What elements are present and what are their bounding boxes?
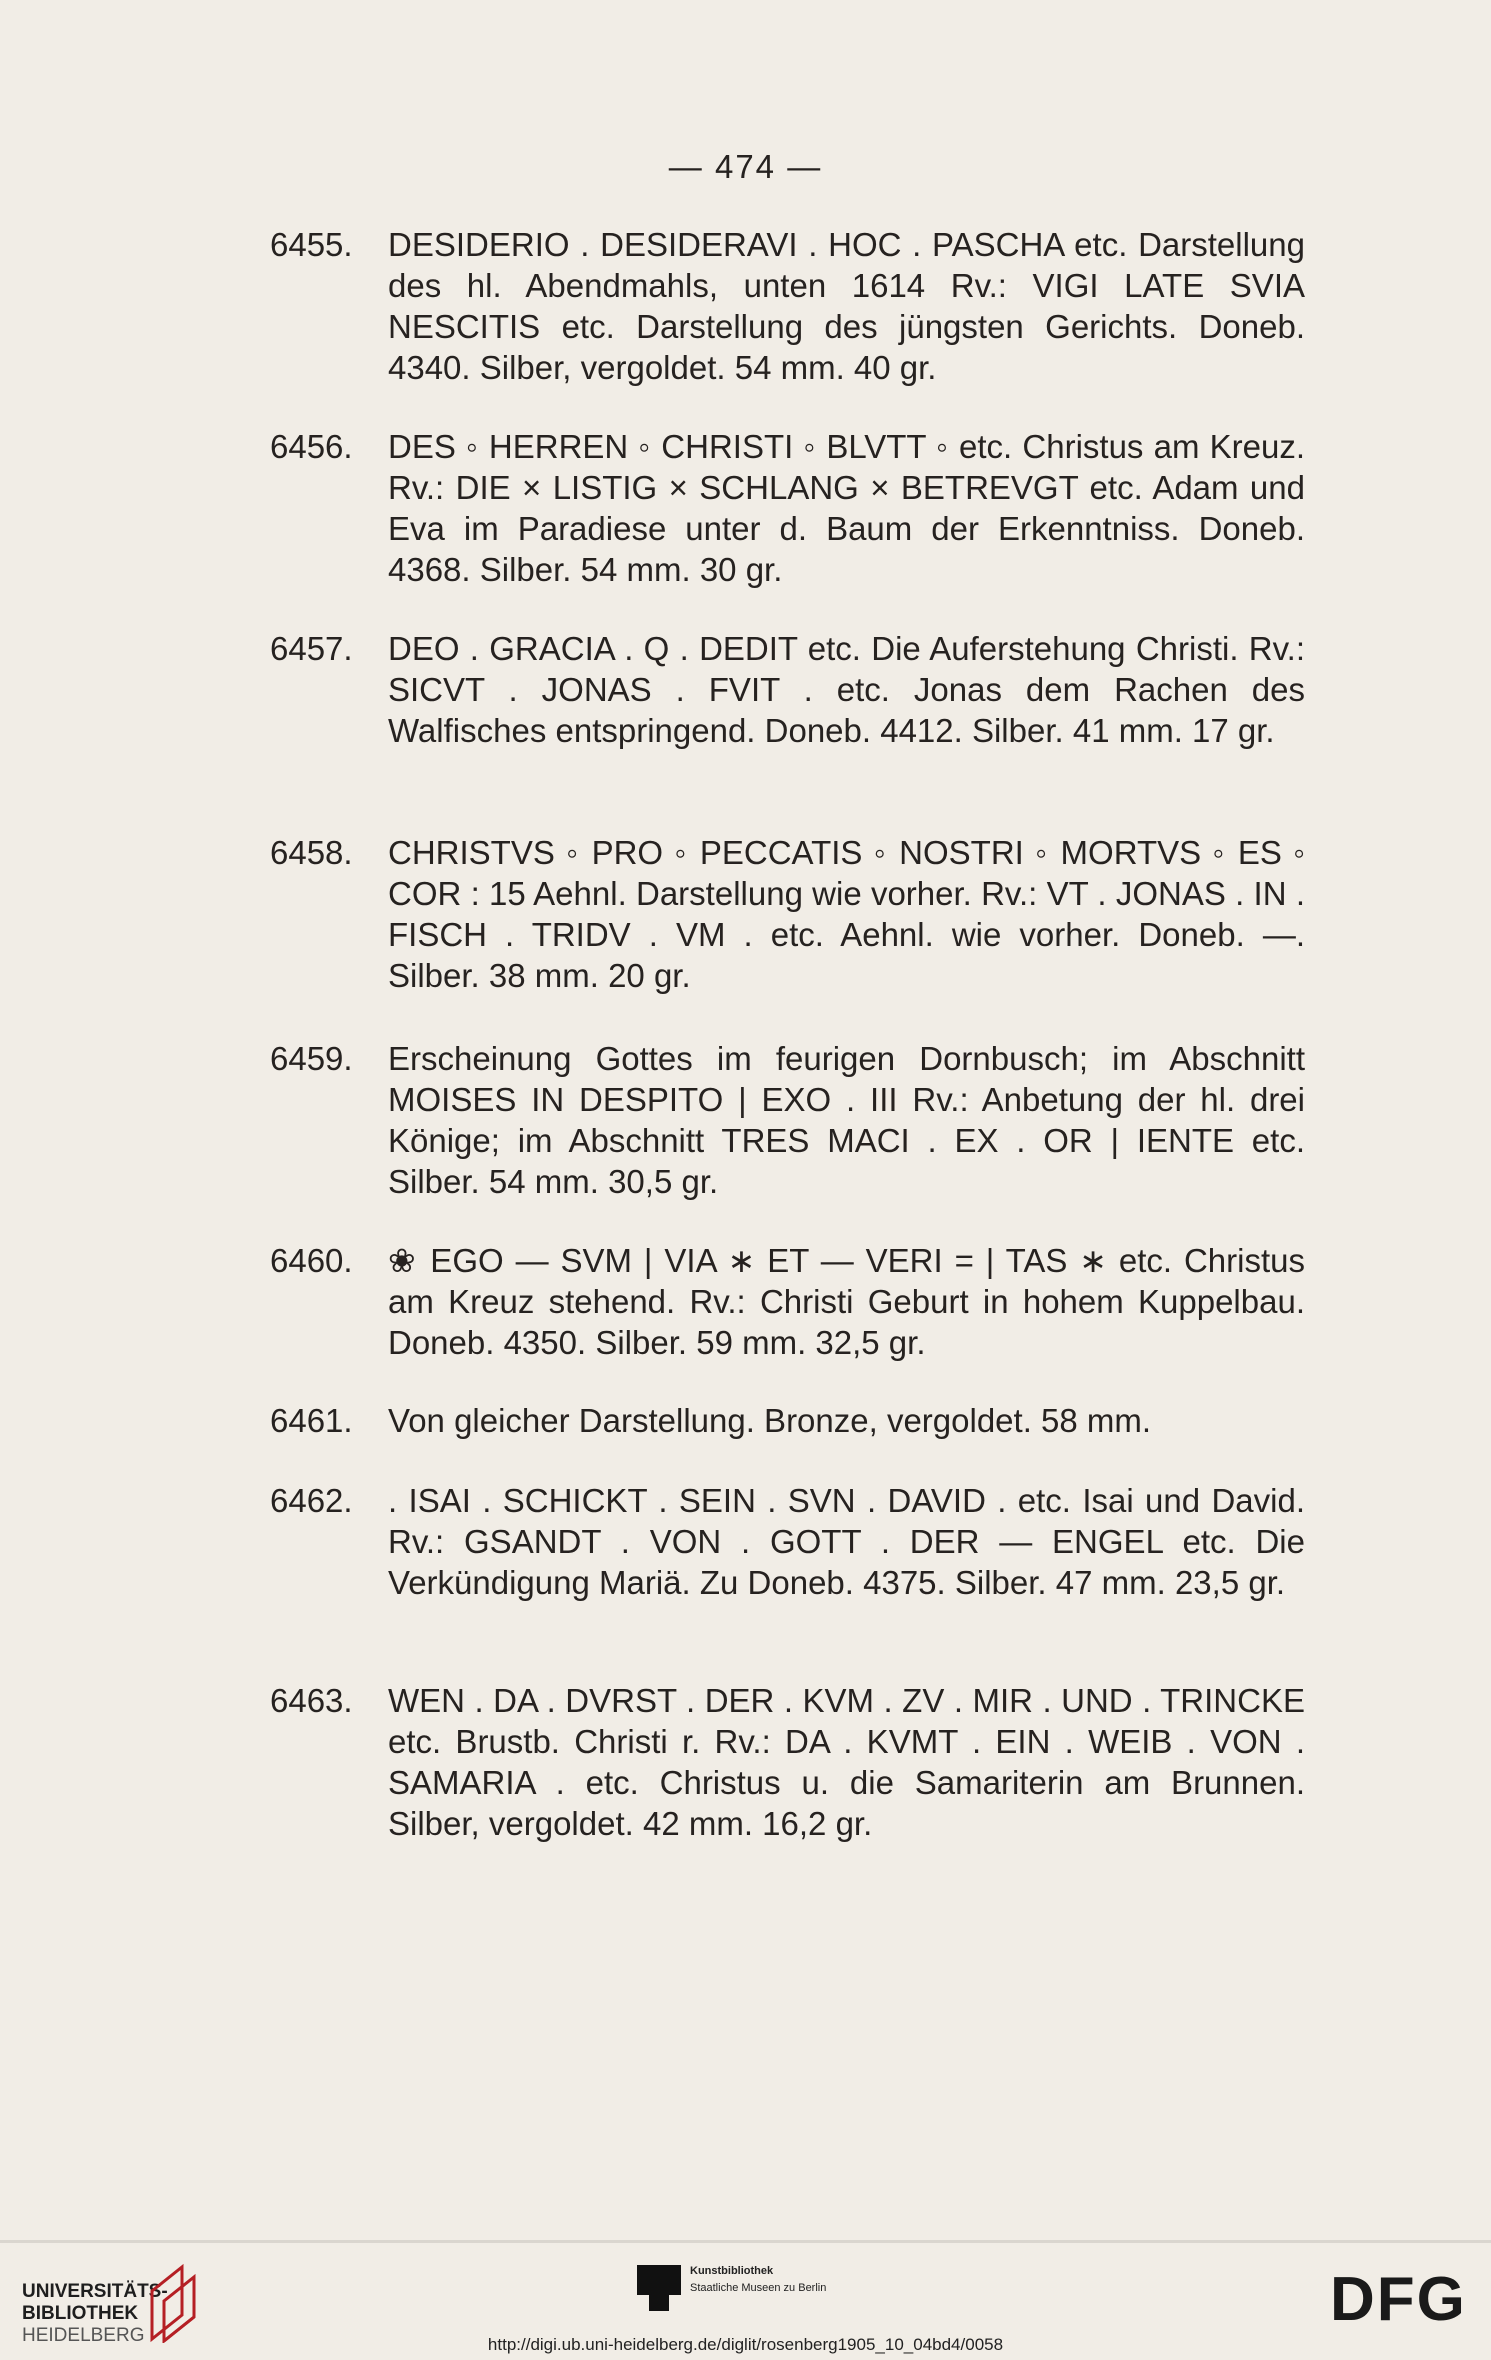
entry-number: 6461. — [270, 1402, 353, 1439]
entry-text: CHRISTVS ◦ PRO ◦ PECCATIS ◦ NOSTRI ◦ MORTVS ◦ ES ◦ COR : 15 Aehnl. Darstellung wie vorher. Rv.: VT . JONAS . IN . FISCH . TRIDV . VM . etc. Aehnl. wie vorher. Doneb. —. Silber. 38 mm. 20 gr. — [388, 834, 1305, 994]
entry-number: 6457. — [270, 630, 353, 667]
entry-text: ❀ EGO — SVM | VIA ∗ ET — VERI = | TAS ∗ etc. Christus am Kreuz stehend. Rv.: Christi Geburt in hohem Kuppelbau. Doneb. 4350. Silber. 59 mm. 32,5 gr. — [388, 1242, 1305, 1361]
partner-name: Kunstbibliothek — [690, 2265, 774, 2277]
catalog-entry — [270, 426, 1305, 590]
catalog-entry — [270, 628, 1305, 751]
kunstbibliothek-logo-icon — [637, 2265, 681, 2311]
entry-text: DESIDERIO . DESIDERAVI . HOC . PASCHA etc. Darstellung des hl. Abendmahls, unten 1614 Rv.: VIGI LATE SVIA NESCITIS etc. Darstellung des jüngsten Gerichts. Doneb. 4340. Silber, vergoldet. 54 mm. 40 gr. — [388, 226, 1305, 386]
catalog-entry — [270, 224, 1305, 388]
catalog-entry — [270, 1480, 1305, 1603]
entry-text: DEO . GRACIA . Q . DEDIT etc. Die Auferstehung Christi. Rv.: SICVT . JONAS . FVIT . etc. Jonas dem Rachen des Walfisches entspringend. Doneb. 4412. Silber. 41 mm. 17 gr. — [388, 630, 1305, 749]
entry-text: WEN . DA . DVRST . DER . KVM . ZV . MIR . UND . TRINCKE etc. Brustb. Christi r. Rv.: DA . KVMT . EIN . WEIB . VON . SAMARIA . etc. Christus u. die Samariterin am Brunnen. Silber, vergoldet. 42 mm. 16,2 gr. — [388, 1682, 1305, 1842]
viewer-footer — [0, 2240, 1491, 2360]
library-name-line1: UNIVERSITÄTS- — [22, 2281, 168, 2302]
catalog-entry — [270, 832, 1305, 996]
entry-number: 6463. — [270, 1682, 353, 1719]
catalog-entry — [270, 1038, 1305, 1202]
entry-number: 6455. — [270, 226, 353, 263]
library-name-line2: BIBLIOTHEK — [22, 2303, 139, 2324]
partner-subtitle: Staatliche Museen zu Berlin — [690, 2282, 827, 2294]
partner-library-text — [690, 2263, 826, 2297]
entry-text: DES ◦ HERREN ◦ CHRISTI ◦ BLVTT ◦ etc. Christus am Kreuz. Rv.: DIE × LISTIG × SCHLANG × BETREVGT etc. Adam und Eva im Paradiese unter d. Baum der Erkenntniss. Doneb. 4368. Silber. 54 mm. 30 gr. — [388, 428, 1305, 588]
entry-number: 6462. — [270, 1482, 353, 1519]
library-name-line3: HEIDELBERG — [22, 2325, 145, 2346]
permalink-url[interactable]: http://digi.ub.uni-heidelberg.de/diglit/rosenberg1905_10_04bd4/0058 — [487, 2335, 1004, 2354]
entry-number: 6459. — [270, 1040, 353, 1077]
dfg-logo[interactable]: DFG — [1330, 2265, 1467, 2334]
entry-text: . ISAI . SCHICKT . SEIN . SVN . DAVID . etc. Isai und David. Rv.: GSANDT . VON . GOTT . DER — ENGEL etc. Die Verkündigung Mariä. Zu Doneb. 4375. Silber. 47 mm. 23,5 gr. — [388, 1482, 1305, 1601]
entry-text: Von gleicher Darstellung. Bronze, vergoldet. 58 mm. — [388, 1402, 1152, 1439]
entry-number: 6460. — [270, 1242, 353, 1279]
catalog-entry — [270, 1680, 1305, 1844]
page-number: — 474 — — [668, 148, 823, 185]
catalog-entry — [270, 1240, 1305, 1363]
entry-number: 6456. — [270, 428, 353, 465]
library-emblem-icon — [148, 2261, 206, 2343]
entry-number: 6458. — [270, 834, 353, 871]
entry-text: Erscheinung Gottes im feurigen Dornbusch; im Abschnitt MOISES IN DESPITO | EXO . III Rv.: Anbetung der hl. drei Könige; im Abschnitt TRES MACI . EX . OR | IENTE etc. Silber. 54 mm. 30,5 gr. — [388, 1040, 1305, 1200]
catalog-entry — [270, 1400, 1305, 1441]
